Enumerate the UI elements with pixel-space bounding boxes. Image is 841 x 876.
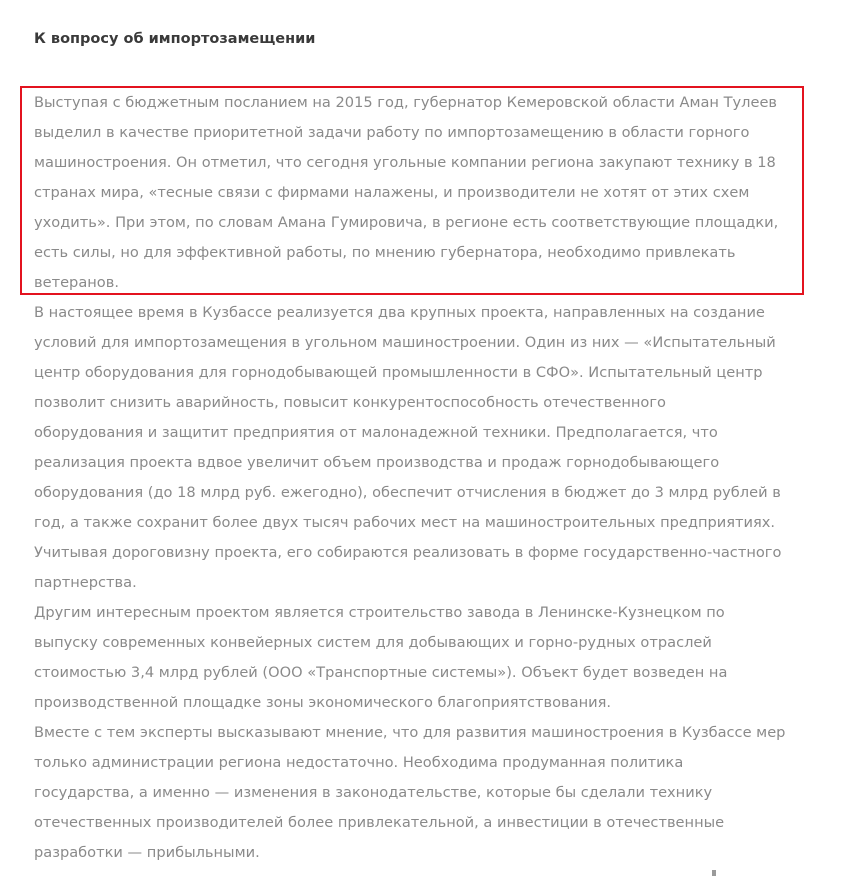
paragraph-line: год, а также сохранит более двух тысяч рабочих мест на машиностроительных предприятиях. <box>34 514 776 531</box>
paragraph-line: стоимостью 3,4 млрд рублей (ООО «Транспортные системы»). Объект будет возведен на <box>34 664 728 681</box>
paragraph-line: оборудования (до 18 млрд руб. ежегодно), обеспечит отчисления в бюджет до 3 млрд рублей в <box>34 484 781 501</box>
paragraph-line: государства, а именно — изменения в законодательстве, которые бы сделали технику <box>34 784 713 801</box>
paragraph-line: выделил в качестве приоритетной задачи работу по импортозамещению в области горного <box>34 124 750 141</box>
paragraph-line: только администрации региона недостаточно. Необходима продуманная политика <box>34 754 684 771</box>
paragraph-line: ветеранов. <box>34 274 119 291</box>
paragraph-line: Вместе с тем эксперты высказывают мнение, что для развития машиностроения в Кузбассе мер <box>34 724 786 741</box>
paragraph-line: условий для импортозамещения в угольном машиностроении. Один из них — «Испытательный <box>34 334 776 351</box>
paragraph-line: есть силы, но для эффективной работы, по мнению губернатора, необходимо привлекать <box>34 244 736 261</box>
paragraph-line: Другим интересным проектом является строительство завода в Ленинске-Кузнецком по <box>34 604 725 621</box>
paragraph-line: отечественных производителей более привлекательной, а инвестиции в отечественные <box>34 814 725 831</box>
paragraph-line: Выступая с бюджетным посланием на 2015 год, губернатор Кемеровской области Аман Тулеев <box>34 94 778 111</box>
paragraph-line: уходить». При этом, по словам Амана Гумировича, в регионе есть соответствующие площадки, <box>34 214 779 231</box>
paragraph-line: центр оборудования для горнодобывающей промышленности в СФО». Испытательный центр <box>34 364 763 381</box>
paragraph-line: Учитывая дороговизну проекта, его собираются реализовать в форме государственно-частного <box>34 544 782 561</box>
paragraph-line: машиностроения. Он отметил, что сегодня угольные компании региона закупают технику в 18 <box>34 154 776 171</box>
paragraph-line: оборудования и защитит предприятия от малонадежной техники. Предполагается, что <box>34 424 718 441</box>
article-paragraph-1 <box>34 88 778 298</box>
paragraph-line: В настоящее время в Кузбассе реализуется два крупных проекта, направленных на создание <box>34 304 765 321</box>
scroll-edge-mark <box>712 870 716 876</box>
article-paragraph-4 <box>34 718 785 868</box>
paragraph-line: странах мира, «тесные связи с фирмами налажены, и производители не хотят от этих схем <box>34 184 750 201</box>
article-paragraph-3 <box>34 598 727 718</box>
article-title: К вопросу об импортозамещении <box>34 31 316 47</box>
paragraph-line: позволит снизить аварийность, повысит конкурентоспособность отечественного <box>34 394 666 411</box>
paragraph-line: разработки — прибыльными. <box>34 844 260 861</box>
paragraph-line: партнерства. <box>34 574 137 591</box>
article-paragraph-2 <box>34 298 781 598</box>
paragraph-line: выпуску современных конвейерных систем для добывающих и горно-рудных отраслей <box>34 634 712 651</box>
paragraph-line: производственной площадке зоны экономического благоприятствования. <box>34 694 612 711</box>
paragraph-line: реализация проекта вдвое увеличит объем производства и продаж горнодобывающего <box>34 454 720 471</box>
